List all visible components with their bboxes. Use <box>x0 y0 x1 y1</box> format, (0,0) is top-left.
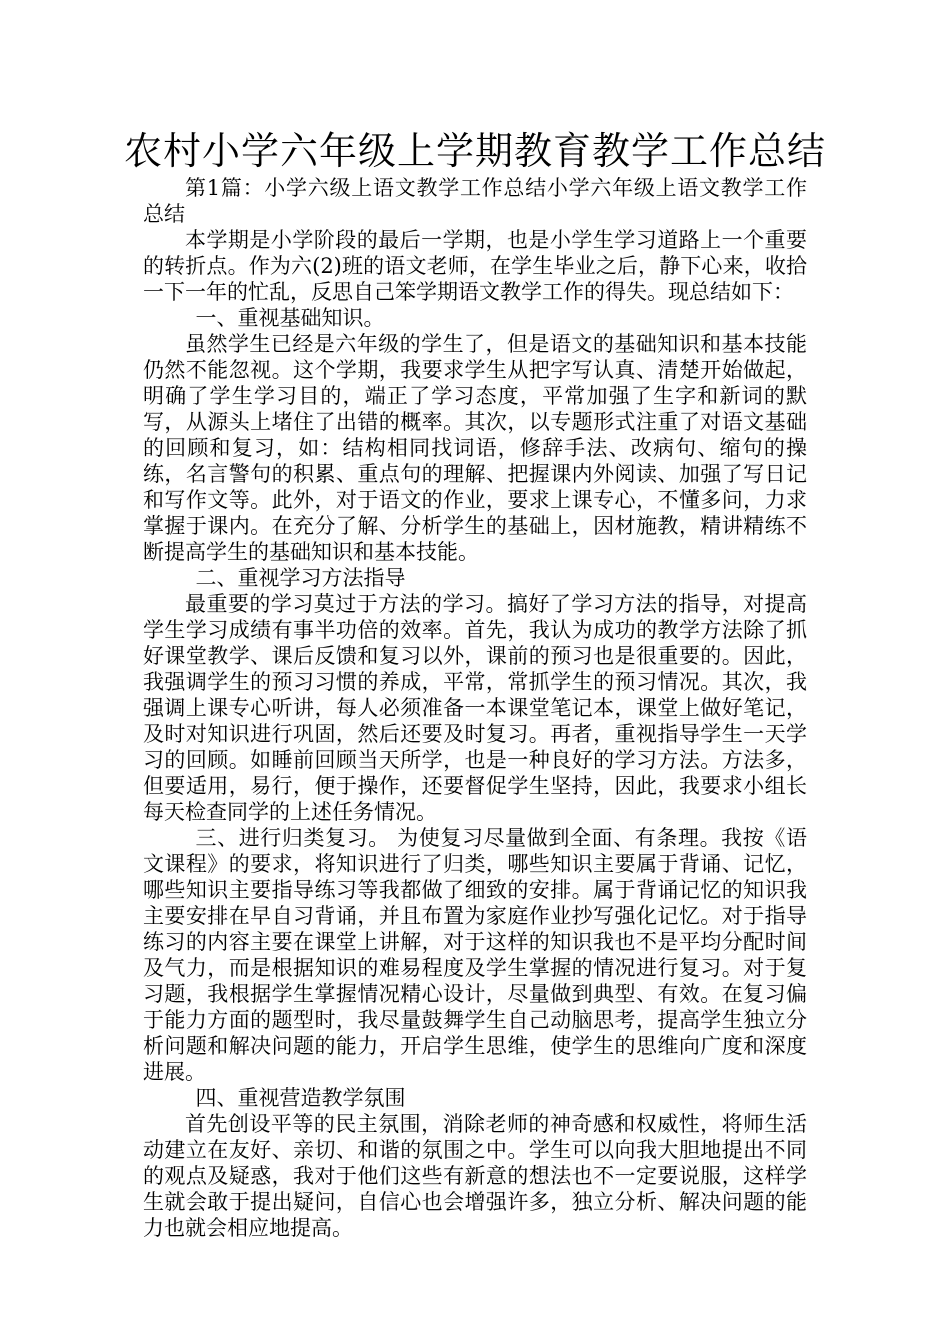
paragraph-2: 最重要的学习莫过于方法的学习。搞好了学习方法的指导，对提高学生学习成绩有事半功倍的效率。首先，我认为成功的教学方法除了抓好课堂教学、课后反馈和复习以外，课前的预习也是很重要的。因此，我强调学生的预习习惯的养成，平常，常抓学生的预习情况。其次，我强调上课专心听讲，每人必须准备一本课堂笔记本，课堂上做好笔记，及时对知识进行巩固，然后还要及时复习。再者，重视指导学生一天学习的回顾。如睡前回顾当天所学，也是一种良好的学习方法。方法多，但要适用，易行，便于操作，还要督促学生坚持，因此，我要求小组长每天检查同学的上述任务情况。 <box>143 592 807 824</box>
subheading-3-paragraph: 三、进行归类复习。 为使复习尽量做到全面、有条理。我按《语文课程》的要求，将知识进行了归类，哪些知识主要属于背诵、记忆，哪些知识主要指导练习等我都做了细致的安排。属于背诵记忆的知识我主要安排在早自习背诵，并且布置为家庭作业抄写强化记忆。对于指导练习的内容主要在课堂上讲解，对于这样的知识我也不是平均分配时间及气力，而是根据知识的难易程度及学生掌握的情况进行复习。对于复习题，我根据学生掌握情况精心设计，尽量做到典型、有效。在复习偏于能力方面的题型时，我尽量鼓舞学生自己动脑思考，提高学生独立分析问题和解决问题的能力，开启学生思维，使学生的思维向广度和深度进展。 <box>143 826 807 1084</box>
subheading-1: 一、重视基础知识。 <box>195 306 385 330</box>
subheading-2: 二、重视学习方法指导 <box>195 566 406 590</box>
document-body <box>143 175 807 1241</box>
paragraph-4: 首先创设平等的民主氛围，消除老师的神奇感和权威性，将师生活动建立在友好、亲切、和谐的氛围之中。学生可以向我大胆地提出不同的观点及疑惑，我对于他们这些有新意的想法也不一定要说服，这样学生就会敢于提出疑问，自信心也会增强许多，独立分析、解决问题的能力也就会相应地提高。 <box>143 1112 807 1240</box>
section-heading-part1: 第1篇：小学六级上语文教学工作总结小学六年级上语文教学工作总结 <box>143 176 807 226</box>
intro-paragraph: 本学期是小学阶段的最后一学期，也是小学生学习道路上一个重要的转折点。作为六(2)班的语文老师，在学生毕业之后，静下心来，收拾一下一年的忙乱，反思自己笨学期语文教学工作的得失。现总结如下： <box>143 228 807 304</box>
subheading-4: 四、重视营造教学氛围 <box>195 1086 406 1110</box>
document-title: 农村小学六年级上学期教育教学工作总结 <box>123 129 826 173</box>
paragraph-1: 虽然学生已经是六年级的学生了，但是语文的基础知识和基本技能仍然不能忽视。这个学期，我要求学生从把字写认真、清楚开始做起，明确了学生学习目的，端正了学习态度，平常加强了生字和新词的默写，从源头上堵住了出错的概率。其次，以专题形式注重了对语文基础的回顾和复习，如：结构相同找词语，修辞手法、改病句、缩句的操练，名言警句的积累、重点句的理解、把握课内外阅读、加强了写日记和写作文等。此外，对于语文的作业，要求上课专心，不懂多问，力求掌握于课内。在充分了解、分析学生的基础上，因材施教，精讲精练不断提高学生的基础知识和基本技能。 <box>143 332 807 564</box>
